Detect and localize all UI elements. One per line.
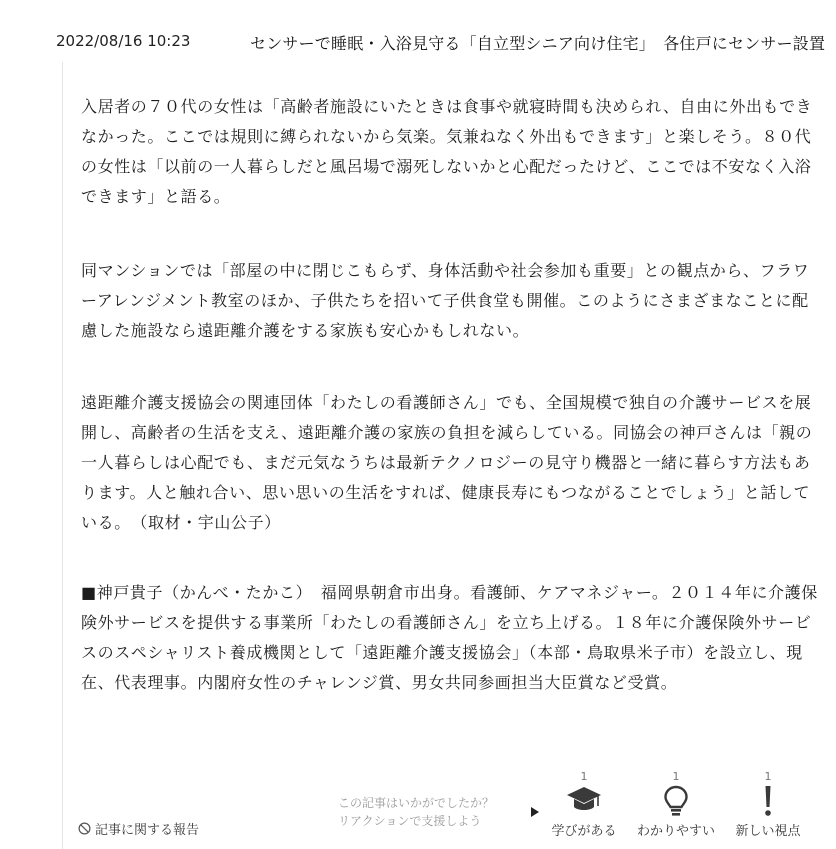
reaction-label: 新しい視点 <box>735 824 801 839</box>
reaction-prompt-line: この記事はいかがでしたか？ <box>338 796 495 810</box>
reaction-bar <box>0 770 836 849</box>
reaction-label: わかりやすい <box>636 824 715 839</box>
article-headline[interactable]: センサーで睡眠・入浴見守る「自立型シニア向け住宅」 各住戸にセンサー設置 <box>250 34 826 53</box>
author-profile-paragraph: ■神戸貴子（かんべ・たかこ） 福岡県朝倉市出身。看護師、ケアマネジャー。２０１４年に介護保険外サービスを提供する事業所「わたしの看護師さん」を立ち上げる。１８年に介護保険外サービスのスペシャリスト養成機関として「遠距離介護支援協会」（本部・鳥取県米子市）を設立し、現在、代表理事。内閣府女性のチャレンジ賞、男女共同参画担当大臣賞など受賞。 <box>81 583 818 692</box>
play-arrow-icon <box>531 807 539 817</box>
exclamation-icon <box>728 784 808 818</box>
reaction-button-learning[interactable] <box>544 770 624 849</box>
reaction-prompt <box>338 794 494 830</box>
article-paragraph: 入居者の７０代の女性は「高齢者施設にいたときは食事や就寝時間も決められ、自由に外出もできなかった。ここでは規則に縛られないから気楽。気兼ねなく外出もできます」と楽しそう。８０代の女性は「以前の一人暮らしだと風呂場で溺死しないかと心配だったけど、ここでは不安なく入浴できます」と語る。 <box>81 97 813 206</box>
reaction-prompt-line: リアクションで支援しよう <box>338 814 482 828</box>
reaction-count: 1 <box>672 770 680 783</box>
lightbulb-icon <box>636 784 716 818</box>
reaction-button-new-perspective[interactable] <box>728 770 808 849</box>
report-label: 記事に関する報告 <box>95 823 200 838</box>
article-header <box>0 0 836 62</box>
graduation-cap-icon <box>544 784 624 818</box>
article-paragraph: 同マンションでは「部屋の中に閉じこもらず、身体活動や社会参加も重要」との観点から、フラワーアレンジメント教室のほか、子供たちを招いて子供食堂も開催。このようにさまざまなことに配慮した施設なら遠距離介護をする家族も安心かもしれない。 <box>81 261 810 340</box>
reaction-label: 学びがある <box>551 824 617 839</box>
reaction-count: 1 <box>764 770 772 783</box>
publish-timestamp: 2022/08/16 10:23 <box>56 32 191 50</box>
reaction-count: 1 <box>580 770 588 783</box>
reaction-button-clear[interactable] <box>636 770 716 849</box>
article-body <box>62 62 836 849</box>
report-article-link[interactable] <box>78 819 199 838</box>
prohibited-icon <box>78 822 91 835</box>
article-paragraph: 遠距離介護支援協会の関連団体「わたしの看護師さん」でも、全国規模で独自の介護サービスを展開し、高齢者の生活を支え、遠距離介護の家族の負担を減らしている。同協会の神戸さんは「親の一人暮らしは心配でも、まだ元気なうちは最新テクノロジーの見守り機器と一緒に暮らす方法もあります。人と触れ合い、思い思いの生活をすれば、健康長寿にもつながることでしょう」と話している。 （取材・宇山公子） <box>81 393 813 532</box>
